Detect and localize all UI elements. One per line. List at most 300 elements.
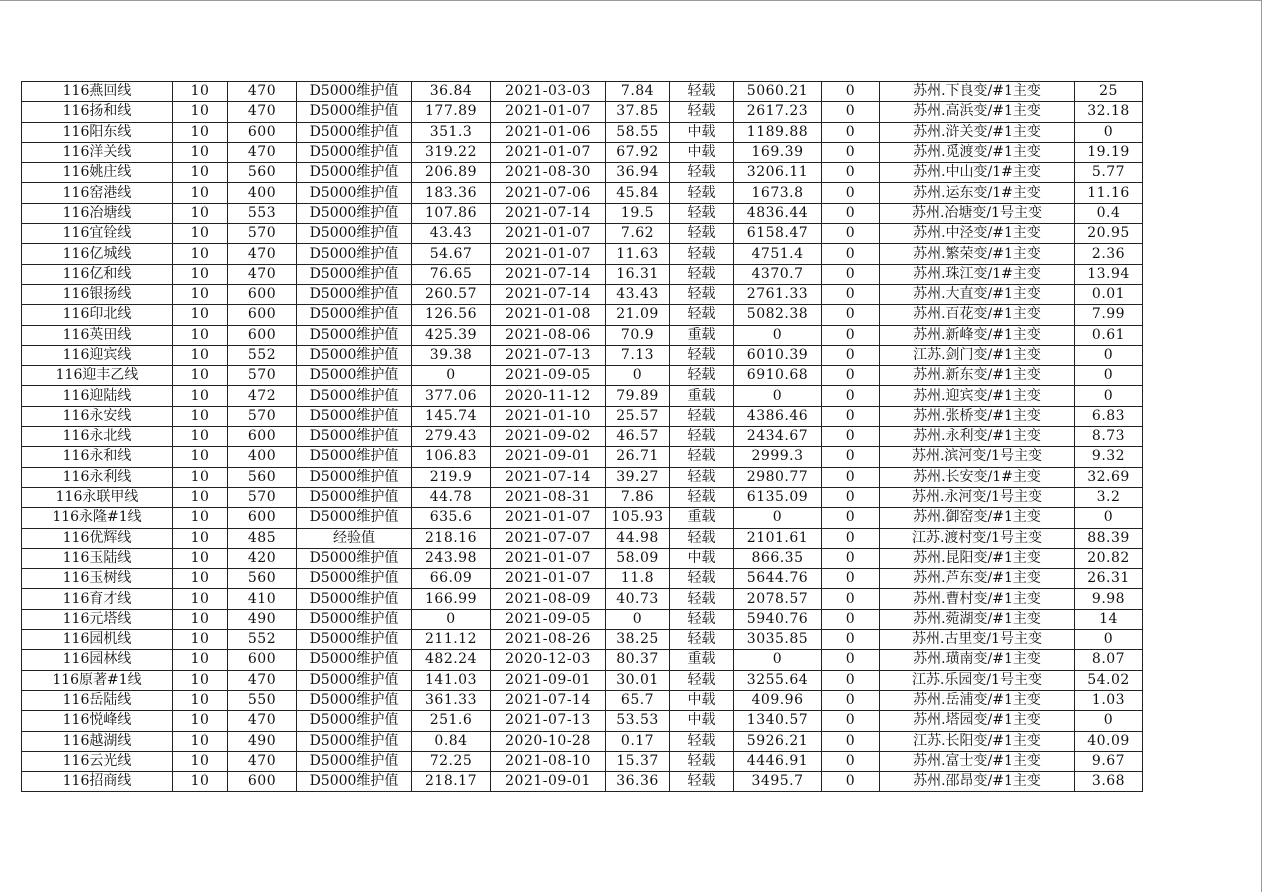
table-body <box>22 82 1143 792</box>
load-rate-cell: 19.5 <box>606 203 670 223</box>
transformer-rate-cell: 8.07 <box>1075 650 1143 670</box>
load-status-cell: 轻载 <box>670 102 734 122</box>
source-cell: D5000维护值 <box>297 345 412 365</box>
zero-cell: 0 <box>822 711 880 731</box>
load-rate-cell: 7.62 <box>606 224 670 244</box>
voltage-cell: 10 <box>173 244 228 264</box>
transformer-rate-cell: 25 <box>1075 82 1143 102</box>
capacity-cell: 470 <box>228 244 297 264</box>
date-cell: 2021-07-13 <box>491 711 606 731</box>
current-cell: 141.03 <box>412 670 491 690</box>
table-row <box>22 630 1143 650</box>
zero-cell: 0 <box>822 609 880 629</box>
date-cell: 2020-12-03 <box>491 650 606 670</box>
transformer-rate-cell: 5.77 <box>1075 163 1143 183</box>
table-row <box>22 447 1143 467</box>
load-rate-cell: 7.86 <box>606 487 670 507</box>
transformer-rate-cell: 14 <box>1075 609 1143 629</box>
voltage-cell: 10 <box>173 447 228 467</box>
current-cell: 76.65 <box>412 264 491 284</box>
load-status-cell: 中载 <box>670 548 734 568</box>
available-capacity-cell: 1189.88 <box>734 122 822 142</box>
zero-cell: 0 <box>822 447 880 467</box>
date-cell: 2021-07-14 <box>491 690 606 710</box>
line-name-cell: 116燕回线 <box>22 82 173 102</box>
load-status-cell: 轻载 <box>670 366 734 386</box>
load-status-cell: 轻载 <box>670 427 734 447</box>
current-cell: 43.43 <box>412 224 491 244</box>
capacity-cell: 470 <box>228 82 297 102</box>
line-name-cell: 116园机线 <box>22 630 173 650</box>
available-capacity-cell: 409.96 <box>734 690 822 710</box>
voltage-cell: 10 <box>173 711 228 731</box>
page-top-border <box>0 0 1262 1</box>
current-cell: 183.36 <box>412 183 491 203</box>
line-name-cell: 116越湖线 <box>22 731 173 751</box>
zero-cell: 0 <box>822 528 880 548</box>
capacity-cell: 570 <box>228 366 297 386</box>
available-capacity-cell: 2434.67 <box>734 427 822 447</box>
line-name-cell: 116元塔线 <box>22 609 173 629</box>
table-row <box>22 589 1143 609</box>
load-rate-cell: 79.89 <box>606 386 670 406</box>
transformer-cell: 苏州.新东变/#1主变 <box>880 366 1075 386</box>
table-row <box>22 508 1143 528</box>
transformer-cell: 苏州.曹村变/#1主变 <box>880 589 1075 609</box>
load-rate-cell: 0.17 <box>606 731 670 751</box>
current-cell: 36.84 <box>412 82 491 102</box>
line-name-cell: 116亿和线 <box>22 264 173 284</box>
table-row <box>22 731 1143 751</box>
date-cell: 2021-07-07 <box>491 528 606 548</box>
line-name-cell: 116玉树线 <box>22 569 173 589</box>
transformer-rate-cell: 0 <box>1075 386 1143 406</box>
source-cell: D5000维护值 <box>297 183 412 203</box>
date-cell: 2021-01-07 <box>491 244 606 264</box>
transformer-rate-cell: 0 <box>1075 630 1143 650</box>
transformer-rate-cell: 3.2 <box>1075 487 1143 507</box>
transformer-cell: 苏州.新峰变/#1主变 <box>880 325 1075 345</box>
current-cell: 0 <box>412 366 491 386</box>
available-capacity-cell: 3206.11 <box>734 163 822 183</box>
transformer-cell: 苏州.中泾变/#1主变 <box>880 224 1075 244</box>
zero-cell: 0 <box>822 183 880 203</box>
available-capacity-cell: 3255.64 <box>734 670 822 690</box>
load-rate-cell: 65.7 <box>606 690 670 710</box>
line-name-cell: 116宜铨线 <box>22 224 173 244</box>
current-cell: 279.43 <box>412 427 491 447</box>
load-status-cell: 轻载 <box>670 589 734 609</box>
transformer-cell: 苏州.昆阳变/#1主变 <box>880 548 1075 568</box>
line-name-cell: 116玉陆线 <box>22 548 173 568</box>
zero-cell: 0 <box>822 772 880 792</box>
load-rate-cell: 25.57 <box>606 406 670 426</box>
transformer-cell: 苏州.张桥变/#1主变 <box>880 406 1075 426</box>
transformer-rate-cell: 0.01 <box>1075 284 1143 304</box>
table-row <box>22 82 1143 102</box>
available-capacity-cell: 1673.8 <box>734 183 822 203</box>
zero-cell: 0 <box>822 487 880 507</box>
load-status-cell: 重载 <box>670 650 734 670</box>
date-cell: 2021-09-01 <box>491 772 606 792</box>
table-row <box>22 650 1143 670</box>
voltage-cell: 10 <box>173 305 228 325</box>
available-capacity-cell: 0 <box>734 650 822 670</box>
zero-cell: 0 <box>822 386 880 406</box>
voltage-cell: 10 <box>173 406 228 426</box>
available-capacity-cell: 0 <box>734 508 822 528</box>
transformer-rate-cell: 11.16 <box>1075 183 1143 203</box>
zero-cell: 0 <box>822 102 880 122</box>
line-name-cell: 116姚庄线 <box>22 163 173 183</box>
voltage-cell: 10 <box>173 589 228 609</box>
zero-cell: 0 <box>822 406 880 426</box>
load-status-cell: 轻载 <box>670 772 734 792</box>
current-cell: 211.12 <box>412 630 491 650</box>
load-status-cell: 轻载 <box>670 406 734 426</box>
voltage-cell: 10 <box>173 142 228 162</box>
zero-cell: 0 <box>822 731 880 751</box>
voltage-cell: 10 <box>173 751 228 771</box>
voltage-cell: 10 <box>173 264 228 284</box>
transformer-cell: 苏州.运东变/1#主变 <box>880 183 1075 203</box>
transformer-rate-cell: 8.73 <box>1075 427 1143 447</box>
transformer-cell: 苏州.中山变/1#主变 <box>880 163 1075 183</box>
load-rate-cell: 7.84 <box>606 82 670 102</box>
line-name-cell: 116迎丰乙线 <box>22 366 173 386</box>
voltage-cell: 10 <box>173 427 228 447</box>
load-rate-cell: 44.98 <box>606 528 670 548</box>
line-name-cell: 116育才线 <box>22 589 173 609</box>
capacity-cell: 570 <box>228 406 297 426</box>
table-row <box>22 487 1143 507</box>
capacity-cell: 570 <box>228 487 297 507</box>
available-capacity-cell: 169.39 <box>734 142 822 162</box>
available-capacity-cell: 2980.77 <box>734 467 822 487</box>
available-capacity-cell: 3495.7 <box>734 772 822 792</box>
voltage-cell: 10 <box>173 102 228 122</box>
table-row <box>22 325 1143 345</box>
voltage-cell: 10 <box>173 670 228 690</box>
capacity-cell: 470 <box>228 670 297 690</box>
line-name-cell: 116招商线 <box>22 772 173 792</box>
capacity-cell: 552 <box>228 630 297 650</box>
transformer-cell: 苏州.迎宾变/#1主变 <box>880 386 1075 406</box>
load-rate-cell: 0 <box>606 366 670 386</box>
load-status-cell: 轻载 <box>670 670 734 690</box>
source-cell: D5000维护值 <box>297 142 412 162</box>
load-status-cell: 轻载 <box>670 447 734 467</box>
transformer-cell: 苏州.芦东变/#1主变 <box>880 569 1075 589</box>
table-row <box>22 122 1143 142</box>
current-cell: 72.25 <box>412 751 491 771</box>
load-rate-cell: 46.57 <box>606 427 670 447</box>
line-name-cell: 116扬和线 <box>22 102 173 122</box>
current-cell: 319.22 <box>412 142 491 162</box>
current-cell: 54.67 <box>412 244 491 264</box>
source-cell: D5000维护值 <box>297 630 412 650</box>
load-status-cell: 轻载 <box>670 751 734 771</box>
date-cell: 2021-01-06 <box>491 122 606 142</box>
zero-cell: 0 <box>822 690 880 710</box>
transformer-cell: 江苏.长阳变/#1主变 <box>880 731 1075 751</box>
table-row <box>22 203 1143 223</box>
transformer-rate-cell: 1.03 <box>1075 690 1143 710</box>
voltage-cell: 10 <box>173 284 228 304</box>
line-name-cell: 116永联甲线 <box>22 487 173 507</box>
source-cell: D5000维护值 <box>297 122 412 142</box>
current-cell: 361.33 <box>412 690 491 710</box>
date-cell: 2021-07-14 <box>491 203 606 223</box>
date-cell: 2021-08-10 <box>491 751 606 771</box>
capacity-cell: 600 <box>228 427 297 447</box>
source-cell: D5000维护值 <box>297 609 412 629</box>
available-capacity-cell: 5926.21 <box>734 731 822 751</box>
voltage-cell: 10 <box>173 386 228 406</box>
available-capacity-cell: 2761.33 <box>734 284 822 304</box>
zero-cell: 0 <box>822 82 880 102</box>
zero-cell: 0 <box>822 467 880 487</box>
load-status-cell: 轻载 <box>670 203 734 223</box>
capacity-cell: 470 <box>228 102 297 122</box>
load-status-cell: 重载 <box>670 386 734 406</box>
current-cell: 126.56 <box>412 305 491 325</box>
capacity-cell: 485 <box>228 528 297 548</box>
available-capacity-cell: 4446.91 <box>734 751 822 771</box>
source-cell: D5000维护值 <box>297 305 412 325</box>
table-row <box>22 751 1143 771</box>
load-status-cell: 轻载 <box>670 163 734 183</box>
voltage-cell: 10 <box>173 163 228 183</box>
voltage-cell: 10 <box>173 82 228 102</box>
source-cell: D5000维护值 <box>297 508 412 528</box>
transformer-rate-cell: 9.98 <box>1075 589 1143 609</box>
source-cell: D5000维护值 <box>297 82 412 102</box>
transformer-rate-cell: 32.69 <box>1075 467 1143 487</box>
current-cell: 482.24 <box>412 650 491 670</box>
line-name-cell: 116冶塘线 <box>22 203 173 223</box>
capacity-cell: 490 <box>228 731 297 751</box>
current-cell: 219.9 <box>412 467 491 487</box>
capacity-cell: 553 <box>228 203 297 223</box>
voltage-cell: 10 <box>173 224 228 244</box>
load-rate-cell: 26.71 <box>606 447 670 467</box>
transformer-cell: 苏州.觅渡变/#1主变 <box>880 142 1075 162</box>
load-rate-cell: 80.37 <box>606 650 670 670</box>
transformer-cell: 苏州.浒关变/#1主变 <box>880 122 1075 142</box>
capacity-cell: 600 <box>228 284 297 304</box>
zero-cell: 0 <box>822 224 880 244</box>
load-status-cell: 中载 <box>670 142 734 162</box>
line-name-cell: 116悦峰线 <box>22 711 173 731</box>
source-cell: D5000维护值 <box>297 650 412 670</box>
voltage-cell: 10 <box>173 508 228 528</box>
transformer-rate-cell: 32.18 <box>1075 102 1143 122</box>
source-cell: D5000维护值 <box>297 386 412 406</box>
transformer-rate-cell: 0.61 <box>1075 325 1143 345</box>
source-cell: D5000维护值 <box>297 203 412 223</box>
capacity-cell: 470 <box>228 711 297 731</box>
transformer-rate-cell: 19.19 <box>1075 142 1143 162</box>
date-cell: 2021-09-05 <box>491 366 606 386</box>
line-name-cell: 116岳陆线 <box>22 690 173 710</box>
transformer-cell: 苏州.富士变/#1主变 <box>880 751 1075 771</box>
transformer-rate-cell: 0 <box>1075 508 1143 528</box>
transformer-rate-cell: 20.82 <box>1075 548 1143 568</box>
current-cell: 377.06 <box>412 386 491 406</box>
source-cell: D5000维护值 <box>297 325 412 345</box>
current-cell: 39.38 <box>412 345 491 365</box>
transformer-rate-cell: 3.68 <box>1075 772 1143 792</box>
date-cell: 2021-01-07 <box>491 142 606 162</box>
transformer-cell: 江苏.渡村变/1号主变 <box>880 528 1075 548</box>
capacity-cell: 560 <box>228 467 297 487</box>
capacity-cell: 550 <box>228 690 297 710</box>
transformer-rate-cell: 9.67 <box>1075 751 1143 771</box>
available-capacity-cell: 2999.3 <box>734 447 822 467</box>
transformer-cell: 江苏.乐园变/1号主变 <box>880 670 1075 690</box>
available-capacity-cell: 4751.4 <box>734 244 822 264</box>
date-cell: 2021-09-05 <box>491 609 606 629</box>
line-name-cell: 116永安线 <box>22 406 173 426</box>
zero-cell: 0 <box>822 122 880 142</box>
date-cell: 2021-08-06 <box>491 325 606 345</box>
current-cell: 351.3 <box>412 122 491 142</box>
date-cell: 2020-11-12 <box>491 386 606 406</box>
zero-cell: 0 <box>822 650 880 670</box>
table-row <box>22 386 1143 406</box>
transformer-rate-cell: 6.83 <box>1075 406 1143 426</box>
load-rate-cell: 53.53 <box>606 711 670 731</box>
voltage-cell: 10 <box>173 528 228 548</box>
table-row <box>22 345 1143 365</box>
table-row <box>22 670 1143 690</box>
available-capacity-cell: 5082.38 <box>734 305 822 325</box>
zero-cell: 0 <box>822 264 880 284</box>
table-row <box>22 609 1143 629</box>
capacity-cell: 490 <box>228 609 297 629</box>
table-row <box>22 690 1143 710</box>
date-cell: 2021-01-10 <box>491 406 606 426</box>
capacity-cell: 470 <box>228 264 297 284</box>
zero-cell: 0 <box>822 305 880 325</box>
capacity-cell: 600 <box>228 508 297 528</box>
table-row <box>22 305 1143 325</box>
table-row <box>22 772 1143 792</box>
available-capacity-cell: 4386.46 <box>734 406 822 426</box>
transformer-rate-cell: 88.39 <box>1075 528 1143 548</box>
date-cell: 2021-07-06 <box>491 183 606 203</box>
table-row <box>22 163 1143 183</box>
zero-cell: 0 <box>822 366 880 386</box>
load-status-cell: 轻载 <box>670 305 734 325</box>
load-rate-cell: 105.93 <box>606 508 670 528</box>
transformer-rate-cell: 0.4 <box>1075 203 1143 223</box>
source-cell: D5000维护值 <box>297 670 412 690</box>
table-row <box>22 183 1143 203</box>
current-cell: 106.83 <box>412 447 491 467</box>
source-cell: 经验值 <box>297 528 412 548</box>
current-cell: 66.09 <box>412 569 491 589</box>
available-capacity-cell: 0 <box>734 325 822 345</box>
transformer-rate-cell: 0 <box>1075 711 1143 731</box>
current-cell: 218.17 <box>412 772 491 792</box>
load-status-cell: 轻载 <box>670 467 734 487</box>
transformer-rate-cell: 7.99 <box>1075 305 1143 325</box>
source-cell: D5000维护值 <box>297 406 412 426</box>
source-cell: D5000维护值 <box>297 751 412 771</box>
zero-cell: 0 <box>822 427 880 447</box>
load-status-cell: 重载 <box>670 508 734 528</box>
transformer-rate-cell: 13.94 <box>1075 264 1143 284</box>
date-cell: 2021-01-07 <box>491 102 606 122</box>
transformer-cell: 苏州.岳浦变/#1主变 <box>880 690 1075 710</box>
source-cell: D5000维护值 <box>297 366 412 386</box>
source-cell: D5000维护值 <box>297 772 412 792</box>
load-rate-cell: 7.13 <box>606 345 670 365</box>
transformer-rate-cell: 2.36 <box>1075 244 1143 264</box>
available-capacity-cell: 4836.44 <box>734 203 822 223</box>
table-row <box>22 427 1143 447</box>
current-cell: 218.16 <box>412 528 491 548</box>
load-status-cell: 轻载 <box>670 224 734 244</box>
table-row <box>22 244 1143 264</box>
transformer-cell: 江苏.剑门变/#1主变 <box>880 345 1075 365</box>
available-capacity-cell: 5060.21 <box>734 82 822 102</box>
source-cell: D5000维护值 <box>297 264 412 284</box>
zero-cell: 0 <box>822 630 880 650</box>
date-cell: 2021-08-30 <box>491 163 606 183</box>
voltage-cell: 10 <box>173 366 228 386</box>
source-cell: D5000维护值 <box>297 690 412 710</box>
load-rate-cell: 30.01 <box>606 670 670 690</box>
load-status-cell: 轻载 <box>670 487 734 507</box>
capacity-cell: 410 <box>228 589 297 609</box>
load-status-cell: 中载 <box>670 711 734 731</box>
line-name-cell: 116银扬线 <box>22 284 173 304</box>
available-capacity-cell: 5940.76 <box>734 609 822 629</box>
voltage-cell: 10 <box>173 690 228 710</box>
load-rate-cell: 11.8 <box>606 569 670 589</box>
transformer-cell: 苏州.塔园变/#1主变 <box>880 711 1075 731</box>
line-name-cell: 116洋关线 <box>22 142 173 162</box>
source-cell: D5000维护值 <box>297 731 412 751</box>
capacity-cell: 552 <box>228 345 297 365</box>
load-status-cell: 轻载 <box>670 345 734 365</box>
capacity-cell: 400 <box>228 447 297 467</box>
zero-cell: 0 <box>822 589 880 609</box>
date-cell: 2021-01-07 <box>491 569 606 589</box>
transformer-cell: 苏州.菀湖变/#1主变 <box>880 609 1075 629</box>
line-name-cell: 116优辉线 <box>22 528 173 548</box>
load-rate-cell: 40.73 <box>606 589 670 609</box>
source-cell: D5000维护值 <box>297 467 412 487</box>
capacity-cell: 420 <box>228 548 297 568</box>
load-rate-cell: 70.9 <box>606 325 670 345</box>
date-cell: 2021-07-14 <box>491 284 606 304</box>
source-cell: D5000维护值 <box>297 427 412 447</box>
load-status-cell: 轻载 <box>670 284 734 304</box>
date-cell: 2021-08-09 <box>491 589 606 609</box>
transformer-cell: 苏州.滨河变/1号主变 <box>880 447 1075 467</box>
transformer-cell: 苏州.繁荣变/#1主变 <box>880 244 1075 264</box>
transformer-cell: 苏州.长安变/1#主变 <box>880 467 1075 487</box>
load-rate-cell: 16.31 <box>606 264 670 284</box>
source-cell: D5000维护值 <box>297 244 412 264</box>
table-row <box>22 284 1143 304</box>
transformer-rate-cell: 40.09 <box>1075 731 1143 751</box>
transformer-cell: 苏州.珠江变/1#主变 <box>880 264 1075 284</box>
